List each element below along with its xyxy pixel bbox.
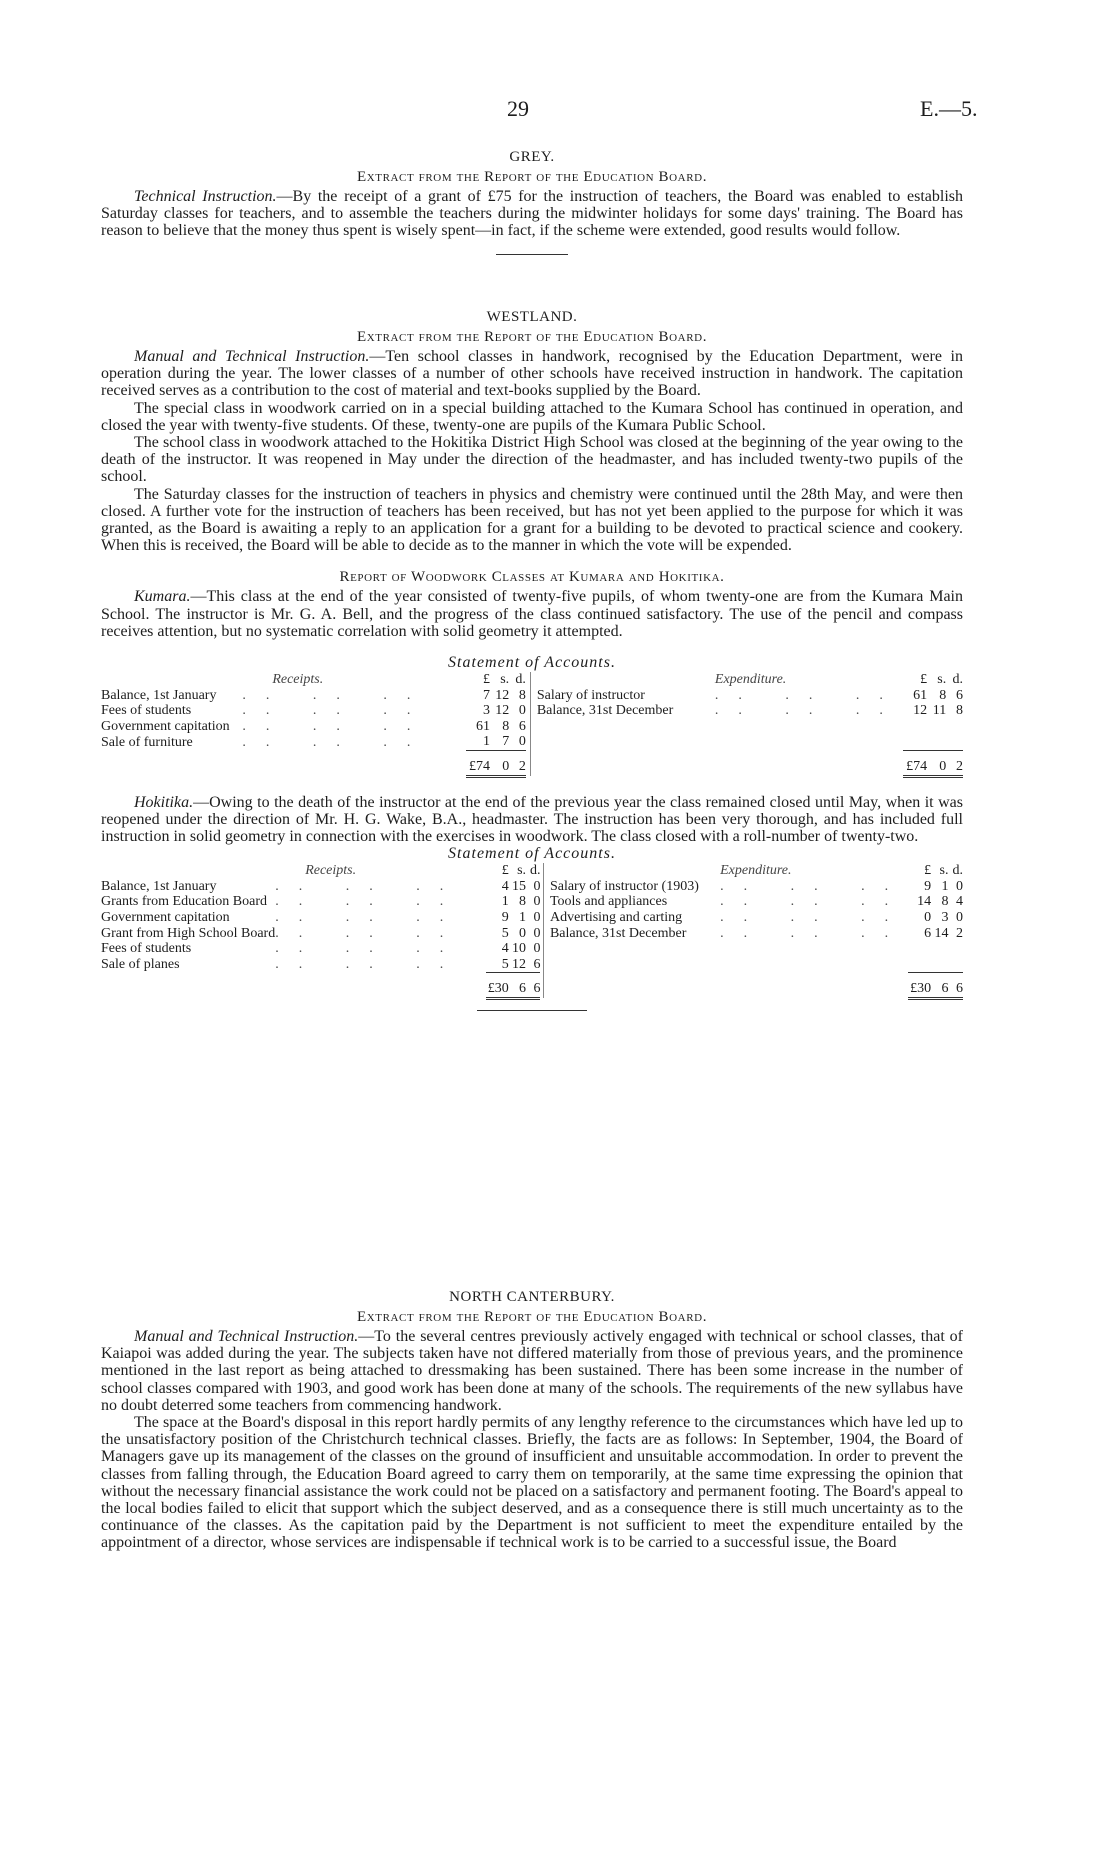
westland-paragraph-2: The special class in woodwork carried on in a special building attached to the Kumara School has continued in operation, and closed the year with twenty-five students. Of these, twenty-one are pupils of the Kumara Public School.: [101, 399, 963, 434]
receipt-shillings: 10: [512, 941, 527, 957]
expenditure-shillings: 11: [932, 703, 947, 719]
section-divider: [477, 1010, 587, 1011]
expenditure-pence: 8: [956, 703, 963, 719]
receipt-item: Government capitation: [101, 910, 230, 925]
receipt-item: Grants from Education Board: [101, 894, 268, 910]
page-number: 29: [507, 96, 529, 121]
north-canterbury-title: NORTH CANTERBURY.: [449, 1289, 615, 1305]
total-expenditure-pounds: £30: [908, 973, 931, 999]
total-receipts-shillings: 6: [509, 973, 526, 999]
expenditure-item: Salary of instructor (1903): [549, 878, 699, 894]
total-receipts-pounds: £74: [466, 751, 490, 777]
receipt-pence: 6: [533, 956, 541, 972]
kumara-paragraph: [101, 588, 963, 640]
receipt-item: Fees of students: [101, 703, 192, 719]
currency-pounds: £: [501, 863, 509, 879]
hokitika-receipts-label: Receipts.: [305, 863, 357, 879]
section-divider: [496, 254, 568, 255]
expenditure-shillings: 1: [941, 878, 949, 894]
grey-title: GREY.: [509, 149, 555, 165]
expenditure-item: Balance, 31st December: [549, 925, 687, 941]
expenditure-pence: 0: [956, 878, 963, 894]
total-expenditure-pence: 6: [948, 973, 963, 999]
receipt-pence: 6: [518, 718, 526, 734]
grey-paragraph: [101, 188, 963, 240]
total-receipts-pence: 2: [509, 751, 526, 777]
table-row: Fees of students .. .. .. 4 10 0: [101, 941, 963, 957]
expenditure-pence: 4: [956, 894, 963, 910]
receipt-pounds: 9: [501, 910, 509, 925]
table-row: Grant from High School Board .. .. .. 5 0 0 Balance, 31st December .. .. .. 6 14 2: [101, 925, 963, 941]
receipt-shillings: 7: [502, 734, 510, 750]
north-canterbury-paragraph-2: The space at the Board's disposal in this report hardly permits of any lengthy reference to the circumstances which have led up to the unsatisfactory position of the Christchurch technical classes. Briefly, the facts are as follows: In September, 1904, the Board of Managers gave up its management of the classes on the ground of insufficient and unsuitable accommodation. In order to prevent the classes from falling through, the Education Board agreed to carry them on temporarily, at the same time expressing the opinion that without the necessary financial assistance the work could not be placed on a satisfactory and permanent footing. The Board's appeal to the local bodies failed to elicit that support which the subject deserved, and as a consequence there is still much uncertainty as to the continuance of the classes. As the capitation paid by the Department is not sufficient to meet the expenditure entailed by the appointment of a director, whose services are indispensable if technical work is to be carried to a successful issue, the Board: [101, 1414, 963, 1552]
westland-paragraph-3: The school class in woodwork attached to the Hokitika District High School was closed at the beginning of the year owing to the death of the instructor. It was reopened in May under the direction of the headmaster, and has included twenty-two pupils of the school.: [101, 434, 963, 486]
currency-pence: d.: [952, 672, 963, 688]
currency-pence: d.: [529, 863, 541, 879]
north-canterbury-lead: Manual and Technical Instruction.: [134, 1328, 359, 1345]
receipt-pounds: 1: [501, 894, 509, 910]
document-reference: E.—5.: [920, 96, 978, 121]
expenditure-shillings: 3: [941, 910, 949, 925]
expenditure-pounds: 12: [913, 703, 928, 719]
receipt-pounds: 4: [501, 878, 509, 894]
currency-pence: d.: [515, 672, 526, 688]
table-row: Sale of furniture .. .. .. 1 7 0: [101, 734, 963, 750]
receipt-shillings: 0: [519, 925, 527, 941]
currency-shillings: s.: [500, 672, 510, 688]
expenditure-shillings: 8: [939, 687, 947, 703]
westland-lead: Manual and Technical Instruction.: [134, 348, 370, 365]
currency-pounds: £: [920, 672, 928, 688]
north-canterbury-subtitle: Extract from the Report of the Education Board.: [356, 1309, 708, 1325]
westland-title: WESTLAND.: [486, 309, 578, 325]
hokitika-accounts-table: [101, 863, 963, 1000]
receipt-pounds: 3: [482, 703, 490, 719]
currency-pence: d.: [952, 863, 963, 879]
grey-text: —By the receipt of a grant of £75 for the instruction of teachers, the Board was enabled to establish Saturday classes for teachers, and to assemble the teachers during the midwinter holidays for some days' training. The Board has reason to believe that the money thus spent is wisely spent—in fact, if the scheme were extended, good results would follow.: [101, 188, 964, 240]
currency-shillings: s.: [939, 863, 949, 879]
total-expenditure-shillings: 6: [931, 973, 948, 999]
receipt-item: Grant from High School Board: [101, 925, 276, 941]
total-receipts-shillings: 0: [490, 751, 509, 777]
receipt-item: Fees of students: [101, 941, 192, 957]
currency-pounds: £: [482, 672, 490, 688]
westland-subtitle: Extract from the Report of the Education Board.: [356, 329, 708, 345]
total-expenditure-pence: 2: [946, 751, 963, 777]
expenditure-pounds: 61: [913, 687, 928, 703]
table-row: Government capitation .. .. .. 61 8 6: [101, 719, 963, 735]
receipt-pence: 0: [533, 894, 541, 910]
total-expenditure-shillings: 0: [927, 751, 946, 777]
table-row: Balance, 1st January .. .. .. 4 15 0 Salary of instructor (1903) .. .. .. 9 1 0: [101, 878, 963, 894]
expenditure-pounds: 9: [924, 878, 932, 894]
hokitika-paragraph: [101, 794, 963, 846]
receipt-pence: 0: [518, 703, 526, 719]
totals-row: [101, 751, 963, 777]
receipt-item: Balance, 1st January: [101, 878, 217, 894]
receipt-pence: 0: [533, 941, 541, 957]
currency-pounds: £: [924, 863, 932, 879]
receipt-pounds: 1: [482, 734, 490, 750]
expenditure-shillings: 8: [941, 894, 949, 910]
kumara-lead: Kumara.: [134, 588, 191, 606]
kumara-statement-title: Statement of Accounts.: [448, 654, 616, 672]
table-row: Grants from Education Board .. .. .. 1 8 0 Tools and appliances .. .. .. 14 8 4: [101, 894, 963, 910]
receipt-pence: 0: [533, 878, 541, 894]
hokitika-expenditure-label: Expenditure.: [720, 863, 792, 879]
kumara-accounts-table: [101, 672, 963, 778]
westland-text-1: —Ten school classes in handwork, recognised by the Education Department, were in operation during the year. The lower classes of a number of other schools have received instruction in handwork. The capitation received serves as a contribution to the cost of material and text-books supplied by the Board.: [101, 348, 963, 400]
receipt-shillings: 12: [495, 687, 510, 703]
grey-lead: Technical Instruction.: [134, 188, 277, 205]
table-row: Sale of planes .. .. .. 5 12 6: [101, 957, 963, 973]
receipt-shillings: 15: [512, 878, 527, 894]
receipt-shillings: 12: [512, 956, 527, 972]
kumara-receipts-label: Receipts.: [272, 672, 324, 688]
grey-section: [101, 148, 963, 255]
expenditure-item: Advertising and carting: [549, 910, 683, 925]
receipt-item: Government capitation: [101, 718, 230, 734]
kumara-text: —This class at the end of the year consisted of twenty-five pupils, of whom twenty-one are from the Kumara Main School. The instructor is Mr. G. A. Bell, and the progress of the class continued satisfactory. The use of the pencil and compass receives attention, but no systematic correlation with solid geometry it attempted.: [101, 588, 963, 640]
expenditure-item: Balance, 31st December: [536, 703, 674, 719]
hokitika-lead: Hokitika.: [134, 793, 194, 811]
expenditure-pounds: 6: [924, 925, 932, 941]
receipt-pence: 0: [533, 925, 541, 941]
receipt-item: Sale of furniture: [101, 734, 193, 750]
expenditure-item: Salary of instructor: [536, 687, 645, 703]
north-canterbury-text-1: —To the several centres previously actively engaged with technical or school classes, that of Kaiapoi was added during the year. The subjects taken have not differed materially from those of previous years, and the prominence mentioned in the last report as being attached to dressmaking has been sustained. There has been some increase in the number of school classes compared with 1903, and good work has been done at many of the schools. The requirements of the new syllabus have no doubt deterred some teachers from commencing handwork.: [101, 1328, 963, 1414]
north-canterbury-section: [101, 1288, 963, 1552]
westland-paragraph-1: [101, 348, 963, 400]
expenditure-pence: 0: [956, 910, 963, 925]
total-expenditure-pounds: £74: [903, 751, 927, 777]
westland-paragraph-4: The Saturday classes for the instruction of teachers in physics and chemistry were continued until the 28th May, and were then closed. A further vote for the instruction of teachers has been received, but has not yet been applied to the purpose for which it was granted, as the Board is awaiting a reply to an application for a grant for a building to be devoted to practical science and cookery. When this is received, the Board will be able to decide as to the manner in which the vote will be expended.: [101, 485, 963, 555]
currency-shillings: s.: [517, 863, 527, 879]
total-receipts-pence: 6: [526, 973, 540, 999]
receipt-pence: 0: [518, 734, 526, 750]
receipt-item: Balance, 1st January: [101, 687, 217, 703]
expenditure-shillings: 14: [934, 925, 949, 941]
table-row: Balance, 1st January .. .. .. 7 12 8 Salary of instructor .. .. .. 61 8 6: [101, 687, 963, 703]
receipt-pence: 8: [518, 687, 526, 703]
expenditure-pounds: 0: [924, 910, 932, 925]
receipt-pence: 0: [533, 910, 541, 925]
receipt-pounds: 5: [501, 925, 509, 941]
receipt-shillings: 8: [519, 894, 527, 910]
receipt-shillings: 12: [495, 703, 510, 719]
total-receipts-pounds: £30: [486, 973, 509, 999]
currency-shillings: s.: [937, 672, 947, 688]
table-row: Fees of students .. .. .. 3 12 0 Balance, 31st December .. .. .. 12 11 8: [101, 703, 963, 719]
receipt-item: Sale of planes: [101, 957, 180, 973]
receipt-pounds: 61: [475, 718, 490, 734]
receipt-pounds: 5: [501, 956, 509, 972]
hokitika-statement-title: Statement of Accounts.: [448, 845, 616, 863]
kumara-expenditure-label: Expenditure.: [714, 672, 787, 688]
westland-section: [101, 308, 963, 1011]
expenditure-pounds: 14: [917, 894, 932, 910]
receipt-shillings: 8: [502, 718, 510, 734]
receipt-pounds: 4: [501, 941, 509, 957]
expenditure-pence: 6: [956, 687, 963, 703]
expenditure-pence: 2: [956, 925, 963, 941]
receipt-pounds: 7: [482, 687, 490, 703]
totals-row: [101, 973, 963, 999]
woodwork-heading: Report of Woodwork Classes at Kumara and Hokitika.: [339, 569, 725, 586]
expenditure-item: Tools and appliances: [549, 894, 668, 910]
hokitika-text: —Owing to the death of the instructor at the end of the previous year the class remained closed until May, when it was reopened under the direction of Mr. H. G. Wake, B.A., headmaster. The instruction has been very thorough, and has included full instruction in solid geometry in connection with the exercises in woodwork. The class closed with a roll-number of twenty-two.: [101, 793, 963, 846]
grey-subtitle: Extract from the Report of the Education Board.: [356, 169, 708, 185]
north-canterbury-paragraph-1: [101, 1328, 963, 1414]
receipt-shillings: 1: [519, 910, 527, 925]
table-row: Government capitation .. .. .. 9 1 0 Advertising and carting .. .. .. 0 3 0: [101, 910, 963, 925]
